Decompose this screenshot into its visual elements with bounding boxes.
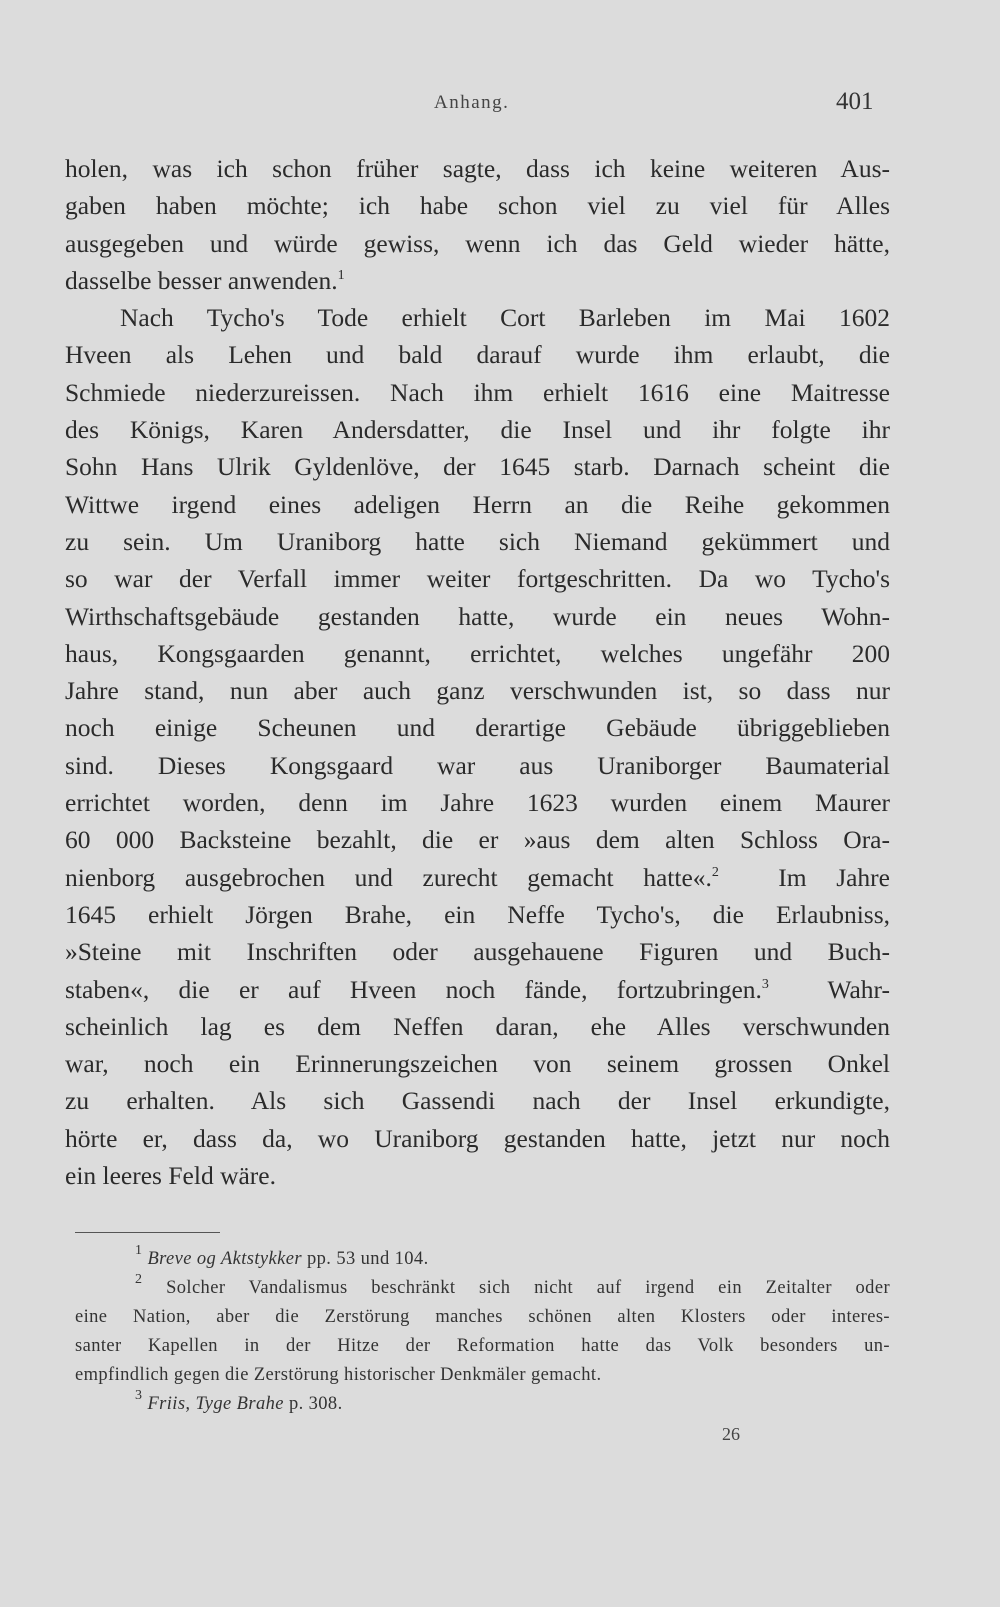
text-line: zu sein. Um Uraniborg hatte sich Niemand gekümmert und [65,526,890,556]
text-line: noch einige Scheunen und derartige Gebäude übriggeblieben [65,713,890,743]
text-line: scheinlich lag es dem Neffen daran, ehe Alles verschwunden [65,1011,890,1041]
footnote-ref: 3 [761,976,769,992]
footnote-number: 2 [135,1272,143,1287]
page-number: 401 [836,88,874,115]
footnote-line: empfindlich gegen die Zerstörung historischer Denkmäler gemacht. [75,1365,602,1385]
text-line: »Steine mit Inschriften oder ausgehauene Figuren und Buch- [65,937,890,967]
footnote-3 [75,1390,890,1419]
running-header [0,88,1000,118]
footnote-1 [75,1245,890,1274]
text-line: Jahre stand, nun aber auch ganz verschwunden ist, so dass nur [65,676,890,706]
text-line: sind. Dieses Kongsgaard war aus Uraniborger Baumaterial [65,750,890,780]
text-line: des Königs, Karen Andersdatter, die Insel und ihr folgte ihr [65,415,890,445]
text-line: nienborg ausgebrochen und zurecht gemacht hatte«.$^2$ Im Jahre [65,862,890,892]
footnote-ref: 2 [711,864,719,880]
text-line: staben«, die er auf Hveen noch fände, fortzubringen.$^3$ Wahr- [65,974,891,1004]
footnote-title: Friis, Tyge Brahe [147,1394,284,1414]
text-line: errichtet worden, denn im Jahre 1623 wurden einem Maurer [65,788,890,818]
footnote-text: p. 308. [288,1394,343,1414]
text-line: gaben haben möchte; ich habe schon viel zu viel für Alles [65,191,890,221]
text-line: haus, Kongsgaarden genannt, errichtet, welches ungefähr 200 [65,638,890,668]
footnote-line: eine Nation, aber die Zerstörung manches schönen alten Klosters oder interes- [75,1307,890,1327]
text-line: 60 000 Backsteine bezahlt, die er »aus dem alten Schloss Ora- [65,825,890,855]
footnote-text: Solcher Vandalismus beschränkt sich nicht auf irgend ein Zeitalter oder [166,1278,890,1298]
footnote-ref: 1 [337,267,345,283]
footnote-divider [75,1232,220,1233]
footnotes [75,1245,890,1419]
text-line: Wittwe irgend eines adeligen Herrn an die Reihe gekommen [65,489,890,519]
footnote-number: 3 [135,1388,143,1403]
text-line: 1645 erhielt Jörgen Brahe, ein Neffe Tycho's, die Erlaubniss, [65,899,890,929]
text-line: dasselbe besser anwenden.$^1$ [65,265,345,295]
text-line: Schmiede niederzureissen. Nach ihm erhielt 1616 eine Maitresse [65,377,890,407]
footnote-text: pp. 53 und 104. [306,1249,429,1269]
footnote-line: santer Kapellen in der Hitze der Reformation hatte das Volk besonders un- [75,1336,890,1356]
text-line: hörte er, dass da, wo Uraniborg gestanden hatte, jetzt nur noch [65,1123,890,1153]
footnote-title: Breve og Aktstykker [147,1249,302,1269]
text-line: Sohn Hans Ulrik Gyldenlöve, der 1645 starb. Darnach scheint die [65,452,890,482]
text-line: so war der Verfall immer weiter fortgeschritten. Da wo Tycho's [65,564,890,594]
running-title: Anhang. [434,92,510,113]
main-text [65,150,890,1194]
text-line: Nach Tycho's Tode erhielt Cort Barleben im Mai 1602 [120,303,890,333]
text-line: war, noch ein Erinnerungszeichen von seinem grossen Onkel [65,1049,890,1079]
text-line: ausgegeben und würde gewiss, wenn ich das Geld wieder hätte, [65,228,890,258]
text-line: Wirthschaftsgebäude gestanden hatte, wurde ein neues Wohn- [65,601,890,631]
text-line: Hveen als Lehen und bald darauf wurde ihm erlaubt, die [65,340,890,370]
footnote-number: 1 [135,1243,143,1258]
text-line: holen, was ich schon früher sagte, dass ich keine weiteren Aus- [65,154,890,183]
text-line: zu erhalten. Als sich Gassendi nach der Insel erkundigte, [65,1086,890,1116]
signature-mark: 26 [722,1424,740,1444]
footnote-2 [75,1274,890,1303]
text-line: ein leeres Feld wäre. [65,1161,276,1191]
